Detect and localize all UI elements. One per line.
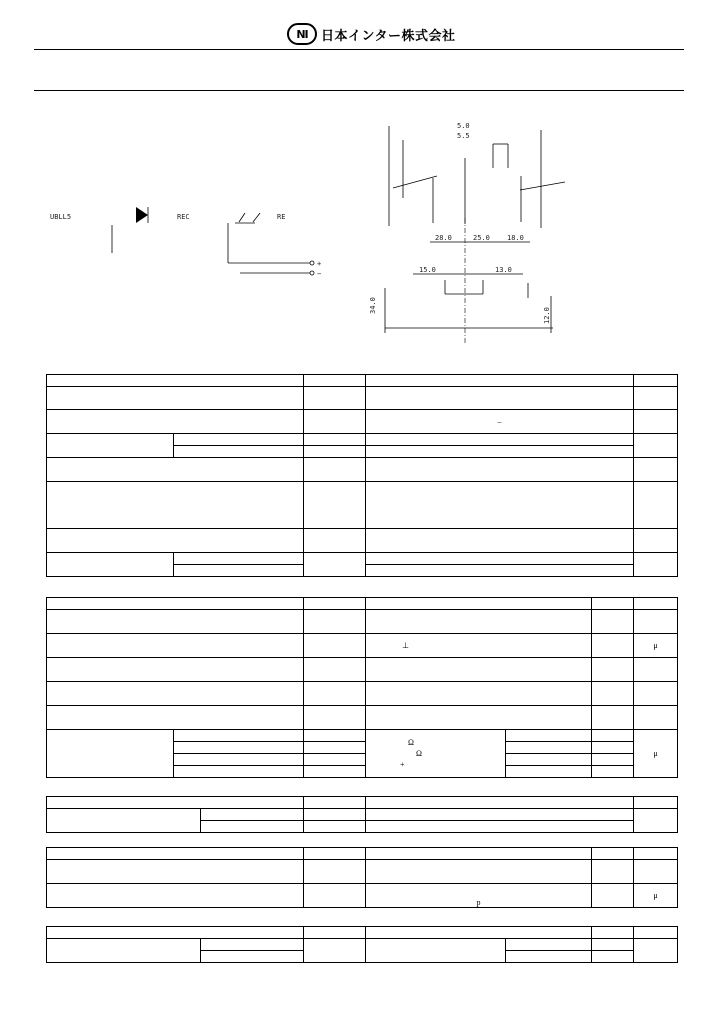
circuit-schematic (40, 195, 340, 290)
dim-label-6: 15.0 (419, 266, 436, 274)
terminal-minus: − (317, 270, 322, 278)
dim-label-9: 12.0 (543, 307, 551, 324)
table4-unit: μ (634, 884, 678, 908)
table-row (47, 706, 678, 730)
table-row (47, 682, 678, 706)
table-row (47, 553, 678, 565)
table-row (47, 797, 678, 809)
table2-omega-2: Ω (416, 749, 422, 758)
table-row (47, 529, 678, 553)
table2-unit-b: μ (634, 730, 678, 778)
header-rule-bottom (34, 90, 684, 91)
dim-label-4: 25.0 (473, 234, 490, 242)
table-row (47, 884, 678, 908)
dim-label-2: 5.5 (457, 132, 470, 140)
table-row (47, 860, 678, 884)
table4-p: p (366, 884, 592, 908)
logo-mark: NI (287, 23, 317, 45)
table-row (47, 927, 678, 939)
table-row (47, 375, 678, 387)
table-row (47, 458, 678, 482)
table-row (47, 387, 678, 410)
dim-label-7: 13.0 (495, 266, 512, 274)
dim-label-3: 28.0 (435, 234, 452, 242)
table2-unit-a: μ (634, 634, 678, 658)
company-name: 日本インター株式会社 (321, 28, 456, 44)
dim-label-8: 34.0 (369, 297, 377, 314)
dim-label-5: 18.0 (507, 234, 524, 242)
table-row (47, 410, 678, 434)
table2-plus: + (400, 760, 405, 769)
table2-omega-1: Ω (408, 738, 414, 747)
spec-table-3 (46, 796, 678, 833)
spec-table-4 (46, 847, 678, 908)
diode-icon (136, 207, 148, 223)
table-row (47, 610, 678, 634)
dim-label-1: 5.0 (457, 122, 470, 130)
table-row (47, 730, 678, 742)
spec-table-1 (46, 374, 678, 577)
outline-drawing (345, 118, 610, 343)
table2-perp: ⊥ (366, 634, 592, 658)
table-row (47, 434, 678, 446)
table-row (47, 482, 678, 529)
spec-table-2 (46, 597, 678, 778)
schematic-label-3: RE (277, 213, 286, 221)
schematic-label-1: UBLL5 (50, 213, 72, 221)
table-row (47, 939, 678, 951)
header-rule-top (34, 49, 684, 50)
company-logo (287, 22, 455, 46)
table1-dash: – (366, 410, 634, 434)
table-row (47, 848, 678, 860)
terminal-plus: + (317, 260, 322, 268)
spec-table-5 (46, 926, 678, 963)
table-row (47, 658, 678, 682)
table-row (47, 598, 678, 610)
schematic-label-2: REC (177, 213, 190, 221)
table-row (47, 634, 678, 658)
table-row (47, 809, 678, 821)
